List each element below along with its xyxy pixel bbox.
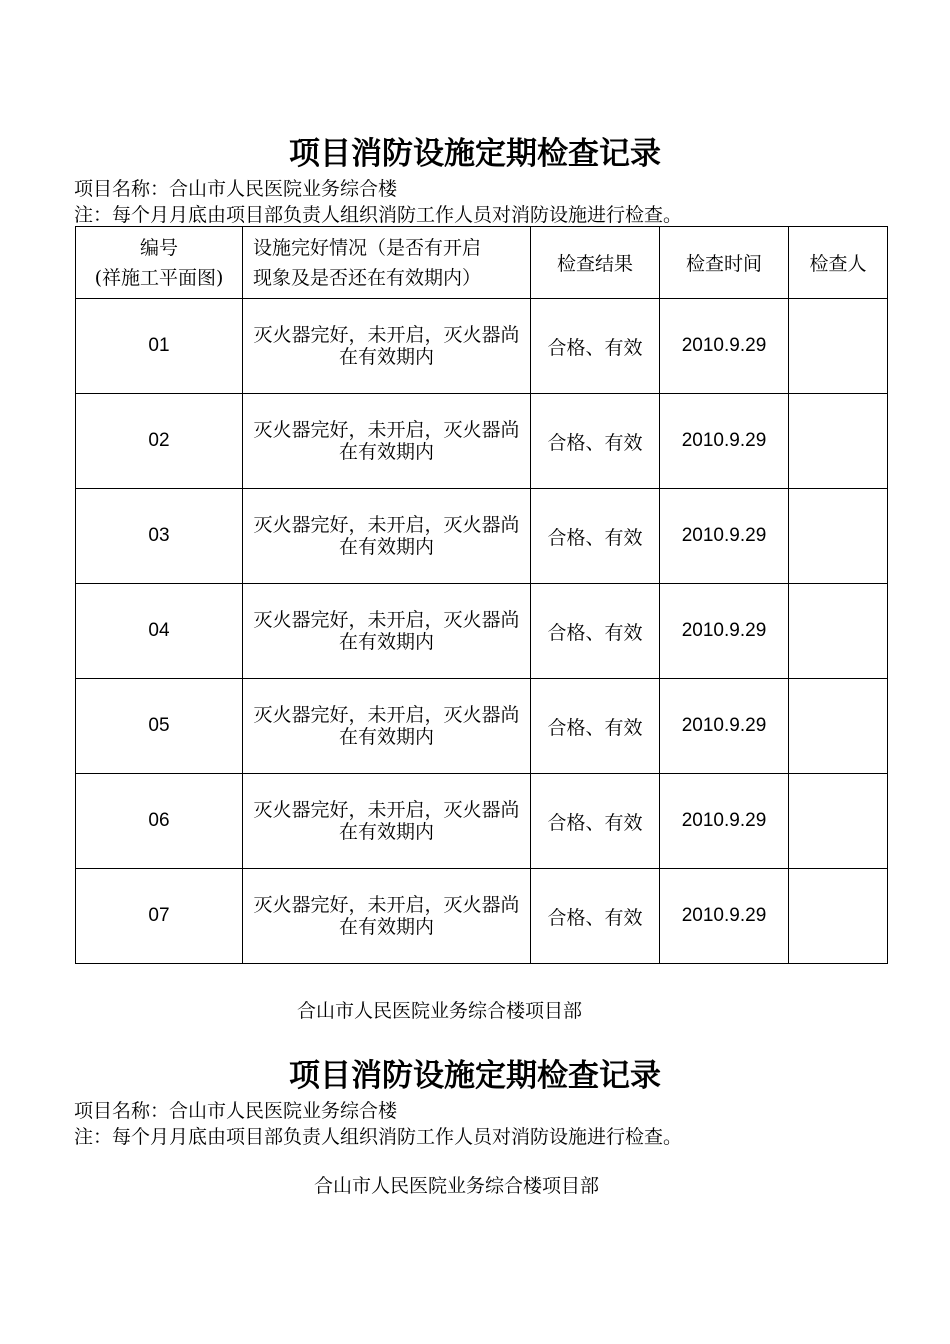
row-time: 2010.9.29 — [660, 299, 789, 394]
table-row — [76, 679, 888, 774]
row-time: 2010.9.29 — [660, 394, 789, 489]
table-row — [76, 774, 888, 869]
row-condition: 灭火器完好，未开启，灭火器尚在有效期内 — [243, 584, 531, 679]
row-time: 2010.9.29 — [660, 869, 789, 964]
row-inspector — [789, 679, 888, 774]
row-inspector — [789, 489, 888, 584]
inspection-table — [75, 226, 888, 964]
header-number-label: 编号 — [139, 236, 178, 259]
row-result: 合格、有效 — [531, 489, 660, 584]
header-facility-line1: 设施完好情况（是否有开启 — [253, 236, 482, 259]
row-inspector — [789, 299, 888, 394]
table-row — [76, 394, 888, 489]
project-name-line-repeat: 项目名称：合山市人民医院业务综合楼 — [74, 1100, 398, 1122]
row-condition: 灭火器完好，未开启，灭火器尚在有效期内 — [243, 679, 531, 774]
row-condition: 灭火器完好，未开启，灭火器尚在有效期内 — [243, 489, 531, 584]
header-number-sublabel: (祥施工平面图) — [94, 266, 224, 289]
row-condition: 灭火器完好，未开启，灭火器尚在有效期内 — [243, 394, 531, 489]
row-result: 合格、有效 — [531, 299, 660, 394]
row-inspector — [789, 869, 888, 964]
row-result: 合格、有效 — [531, 584, 660, 679]
header-result: 检查结果 — [531, 227, 660, 299]
note-line: 注：每个月月底由项目部负责人组织消防工作人员对消防设施进行检查。 — [74, 204, 683, 226]
row-inspector — [789, 584, 888, 679]
department-footer: 合山市人民医院业务综合楼项目部 — [297, 1000, 583, 1022]
row-result: 合格、有效 — [531, 869, 660, 964]
row-number: 04 — [76, 584, 243, 679]
row-number: 06 — [76, 774, 243, 869]
row-inspector — [789, 394, 888, 489]
row-number: 05 — [76, 679, 243, 774]
table-row — [76, 869, 888, 964]
row-number: 02 — [76, 394, 243, 489]
header-number — [76, 227, 243, 299]
header-time: 检查时间 — [660, 227, 789, 299]
row-number: 07 — [76, 869, 243, 964]
department-footer-repeat: 合山市人民医院业务综合楼项目部 — [314, 1175, 600, 1197]
row-condition: 灭火器完好，未开启，灭火器尚在有效期内 — [243, 774, 531, 869]
header-facility-condition — [243, 227, 531, 299]
row-condition: 灭火器完好，未开启，灭火器尚在有效期内 — [243, 869, 531, 964]
note-line-repeat: 注：每个月月底由项目部负责人组织消防工作人员对消防设施进行检查。 — [74, 1126, 683, 1148]
table-row — [76, 299, 888, 394]
table-row — [76, 584, 888, 679]
record-title-repeat: 项目消防设施定期检查记录 — [289, 1058, 661, 1094]
table-header-row — [76, 227, 888, 299]
row-result: 合格、有效 — [531, 774, 660, 869]
header-facility-line2: 现象及是否还在有效期内） — [253, 266, 482, 289]
header-inspector: 检查人 — [789, 227, 888, 299]
row-time: 2010.9.29 — [660, 489, 789, 584]
row-condition: 灭火器完好，未开启，灭火器尚在有效期内 — [243, 299, 531, 394]
table-row — [76, 489, 888, 584]
row-result: 合格、有效 — [531, 394, 660, 489]
project-name-line: 项目名称：合山市人民医院业务综合楼 — [74, 178, 398, 200]
record-title: 项目消防设施定期检查记录 — [289, 136, 661, 172]
row-time: 2010.9.29 — [660, 679, 789, 774]
row-time: 2010.9.29 — [660, 584, 789, 679]
row-number: 03 — [76, 489, 243, 584]
row-result: 合格、有效 — [531, 679, 660, 774]
row-number: 01 — [76, 299, 243, 394]
row-time: 2010.9.29 — [660, 774, 789, 869]
row-inspector — [789, 774, 888, 869]
